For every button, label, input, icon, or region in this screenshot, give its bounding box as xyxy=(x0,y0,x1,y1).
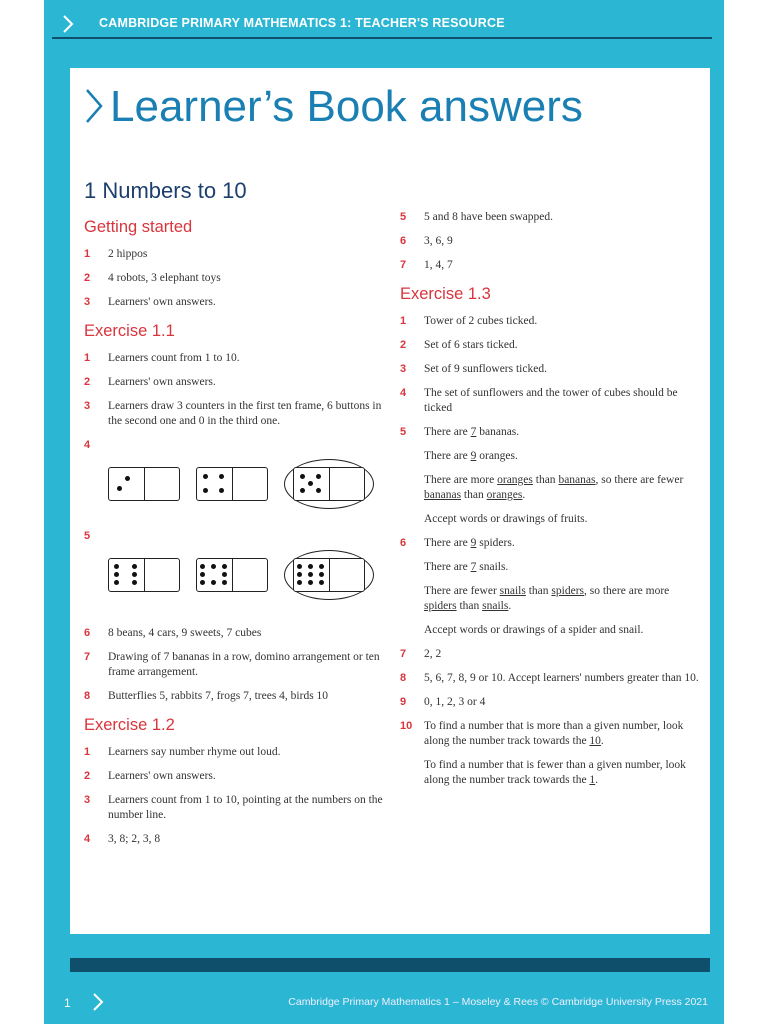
underlined-answer: 10 xyxy=(589,735,601,747)
domino-dot xyxy=(316,488,321,493)
answer-text: There are 7 bananas. xyxy=(424,426,520,438)
answer-item xyxy=(84,689,384,704)
domino-dot xyxy=(300,488,305,493)
answer-continuation: There are 7 snails. xyxy=(424,561,509,573)
section-heading-getting-started: Getting started xyxy=(84,218,193,236)
section-heading-exercise-1-3: Exercise 1.3 xyxy=(400,285,491,303)
domino-dot xyxy=(200,580,205,585)
answer-number: 2 xyxy=(84,770,91,782)
answer-number: 2 xyxy=(84,376,91,388)
domino-dot xyxy=(297,564,302,569)
domino-dot xyxy=(222,580,227,585)
answer-item xyxy=(84,295,384,310)
circled-answer xyxy=(284,459,374,509)
domino-dot xyxy=(297,572,302,577)
domino-dot xyxy=(211,580,216,585)
answer-number: 8 xyxy=(400,672,407,684)
answer-item xyxy=(84,247,384,262)
answer-number: 3 xyxy=(400,363,407,375)
answer-number: 3 xyxy=(84,400,91,412)
answer-text: 4 robots, 3 elephant toys xyxy=(108,272,221,284)
answer-text: Butterflies 5, rabbits 7, frogs 7, trees 4, birds 10 xyxy=(108,690,329,702)
answer-number: 2 xyxy=(84,272,91,284)
answer-item xyxy=(400,258,700,273)
domino-dot xyxy=(114,572,119,577)
answer-item xyxy=(400,671,700,686)
domino-dot xyxy=(316,474,321,479)
answer-item-5 xyxy=(400,425,700,440)
right-column xyxy=(400,210,700,797)
answer-number: 1 xyxy=(400,315,407,327)
answer-item xyxy=(400,314,700,329)
footer-bar xyxy=(70,958,710,972)
domino-dot xyxy=(319,572,324,577)
answer-text: 3, 8; 2, 3, 8 xyxy=(108,833,161,845)
answer-item xyxy=(400,338,700,353)
answer-text: Set of 9 sunflowers ticked. xyxy=(424,363,547,375)
chevron-right-icon xyxy=(62,14,74,34)
answer-number: 3 xyxy=(84,794,91,806)
answer-item xyxy=(400,362,700,377)
domino-dot xyxy=(200,564,205,569)
answer-number: 10 xyxy=(400,720,413,732)
answer-text: Set of 6 stars ticked. xyxy=(424,339,518,351)
underlined-answer: 9 xyxy=(470,450,477,462)
answer-text: 2, 2 xyxy=(424,648,442,660)
domino-answer-row-5 xyxy=(108,550,384,600)
answer-text: Learners' own answers. xyxy=(108,376,216,388)
domino-dot xyxy=(114,580,119,585)
answer-continuation: Accept words or drawings of a spider and snail. xyxy=(424,624,644,636)
chevron-right-icon xyxy=(84,87,104,125)
section-heading-exercise-1-1: Exercise 1.1 xyxy=(84,322,175,340)
answer-text: Learners' own answers. xyxy=(108,296,216,308)
underlined-answer: 7 xyxy=(470,561,477,573)
footer-credit: Cambridge Primary Mathematics 1 – Moseley & Rees © Cambridge University Press 2021 xyxy=(288,996,708,1008)
answer-text: 3, 6, 9 xyxy=(424,235,453,247)
answer-item xyxy=(84,375,384,390)
answer-number: 8 xyxy=(84,690,91,702)
answer-item xyxy=(400,647,700,662)
answer-item xyxy=(84,769,384,784)
domino-dot xyxy=(300,474,305,479)
answer-number: 7 xyxy=(400,648,407,660)
chevron-right-icon xyxy=(92,992,104,1012)
answer-item xyxy=(84,351,384,366)
answer-continuation: There are more oranges than bananas, so there are fewer bananas than oranges. xyxy=(424,474,684,501)
answer-number: 1 xyxy=(84,746,91,758)
answer-number: 6 xyxy=(400,235,407,247)
section-heading-exercise-1-2: Exercise 1.2 xyxy=(84,716,175,734)
domino-dot xyxy=(114,564,119,569)
answer-number: 6 xyxy=(400,537,407,549)
answer-text: The set of sunflowers and the tower of cubes should be ticked xyxy=(424,387,678,414)
answer-item xyxy=(84,793,384,823)
domino-dot xyxy=(200,572,205,577)
answer-item xyxy=(84,650,384,680)
answer-item xyxy=(84,832,384,847)
domino-dot xyxy=(319,564,324,569)
answer-continuation: There are 9 oranges. xyxy=(424,450,518,462)
answer-item xyxy=(400,386,700,416)
left-column xyxy=(84,178,384,856)
answer-number: 5 xyxy=(400,426,407,438)
answer-number: 6 xyxy=(84,627,91,639)
header-rule xyxy=(52,37,712,39)
answer-item xyxy=(84,399,384,429)
domino-dot xyxy=(308,564,313,569)
answer-text: Drawing of 7 bananas in a row, domino arrangement or ten frame arrangement. xyxy=(108,651,380,678)
answer-text: To find a number that is more than a given number, look along the number track towards the 10. xyxy=(424,720,684,747)
domino-dot xyxy=(132,572,137,577)
domino-dot xyxy=(297,580,302,585)
answer-number: 1 xyxy=(84,352,91,364)
answer-item xyxy=(400,695,700,710)
answer-text: 1, 4, 7 xyxy=(424,259,453,271)
answer-item-6 xyxy=(400,536,700,551)
underlined-answer: 7 xyxy=(470,426,477,438)
answer-number: 7 xyxy=(400,259,407,271)
domino-dot xyxy=(308,572,313,577)
domino-dot xyxy=(132,564,137,569)
answer-item xyxy=(400,234,700,249)
domino-dot xyxy=(219,474,224,479)
answer-number: 5 xyxy=(84,530,91,542)
answer-text: 0, 1, 2, 3 or 4 xyxy=(424,696,486,708)
domino xyxy=(108,558,180,592)
answer-item xyxy=(84,626,384,641)
answer-item xyxy=(84,745,384,760)
answer-item-4 xyxy=(84,438,384,453)
answer-continuation: Accept words or drawings of fruits. xyxy=(424,513,588,525)
domino-dot xyxy=(211,564,216,569)
domino xyxy=(108,467,180,501)
domino-answer-row-4 xyxy=(108,459,384,509)
domino-dot xyxy=(117,486,122,491)
domino-dot xyxy=(219,488,224,493)
domino-dot xyxy=(308,580,313,585)
answer-continuation: To find a number that is fewer than a given number, look along the number track towards the 1. xyxy=(424,759,686,786)
answer-number: 9 xyxy=(400,696,407,708)
answer-text: Tower of 2 cubes ticked. xyxy=(424,315,538,327)
domino-dot xyxy=(125,476,130,481)
domino-dot xyxy=(222,564,227,569)
domino-dot xyxy=(203,488,208,493)
domino-dot xyxy=(308,481,313,486)
domino xyxy=(293,558,365,592)
answer-item xyxy=(84,271,384,286)
answer-item-5 xyxy=(84,529,384,544)
answer-number: 4 xyxy=(400,387,407,399)
answer-text: Learners say number rhyme out loud. xyxy=(108,746,281,758)
domino-dot xyxy=(203,474,208,479)
answer-text: Learners count from 1 to 10. xyxy=(108,352,240,364)
answer-item xyxy=(400,210,700,225)
answer-text: 5, 6, 7, 8, 9 or 10. Accept learners' numbers greater than 10. xyxy=(424,672,699,684)
answer-text: Learners count from 1 to 10, pointing at the numbers on the number line. xyxy=(108,794,383,821)
answer-number: 4 xyxy=(84,833,91,845)
header-title: CAMBRIDGE PRIMARY MATHEMATICS 1: TEACHER'S RESOURCE xyxy=(99,16,505,30)
answer-number: 3 xyxy=(84,296,91,308)
circled-answer xyxy=(284,550,374,600)
running-header xyxy=(44,10,724,38)
answer-text: 2 hippos xyxy=(108,248,148,260)
answer-number: 1 xyxy=(84,248,91,260)
underlined-answer: 9 xyxy=(470,537,477,549)
page-title xyxy=(84,82,583,132)
answer-text: Learners draw 3 counters in the first ten frame, 6 buttons in the second one and 0 in the third one. xyxy=(108,400,382,427)
answer-text: 5 and 8 have been swapped. xyxy=(424,211,554,223)
domino-dot xyxy=(319,580,324,585)
underlined-answer: 1 xyxy=(589,774,596,786)
content-panel xyxy=(70,68,710,934)
domino-dot xyxy=(222,572,227,577)
page-title-text: Learner’s Book answers xyxy=(110,82,583,131)
answer-continuation: There are fewer snails than spiders, so there are more spiders than snails. xyxy=(424,585,670,612)
answer-item-10 xyxy=(400,719,700,749)
answer-number: 4 xyxy=(84,439,91,451)
answer-number: 2 xyxy=(400,339,407,351)
answer-text: There are 9 spiders. xyxy=(424,537,515,549)
answer-number: 5 xyxy=(400,211,407,223)
answer-text: 8 beans, 4 cars, 9 sweets, 7 cubes xyxy=(108,627,262,639)
domino xyxy=(293,467,365,501)
page-number: 1 xyxy=(64,996,71,1010)
chapter-title: 1 Numbers to 10 xyxy=(84,178,247,203)
domino xyxy=(196,558,268,592)
domino xyxy=(196,467,268,501)
answer-text: Learners' own answers. xyxy=(108,770,216,782)
domino-dot xyxy=(132,580,137,585)
answer-number: 7 xyxy=(84,651,91,663)
